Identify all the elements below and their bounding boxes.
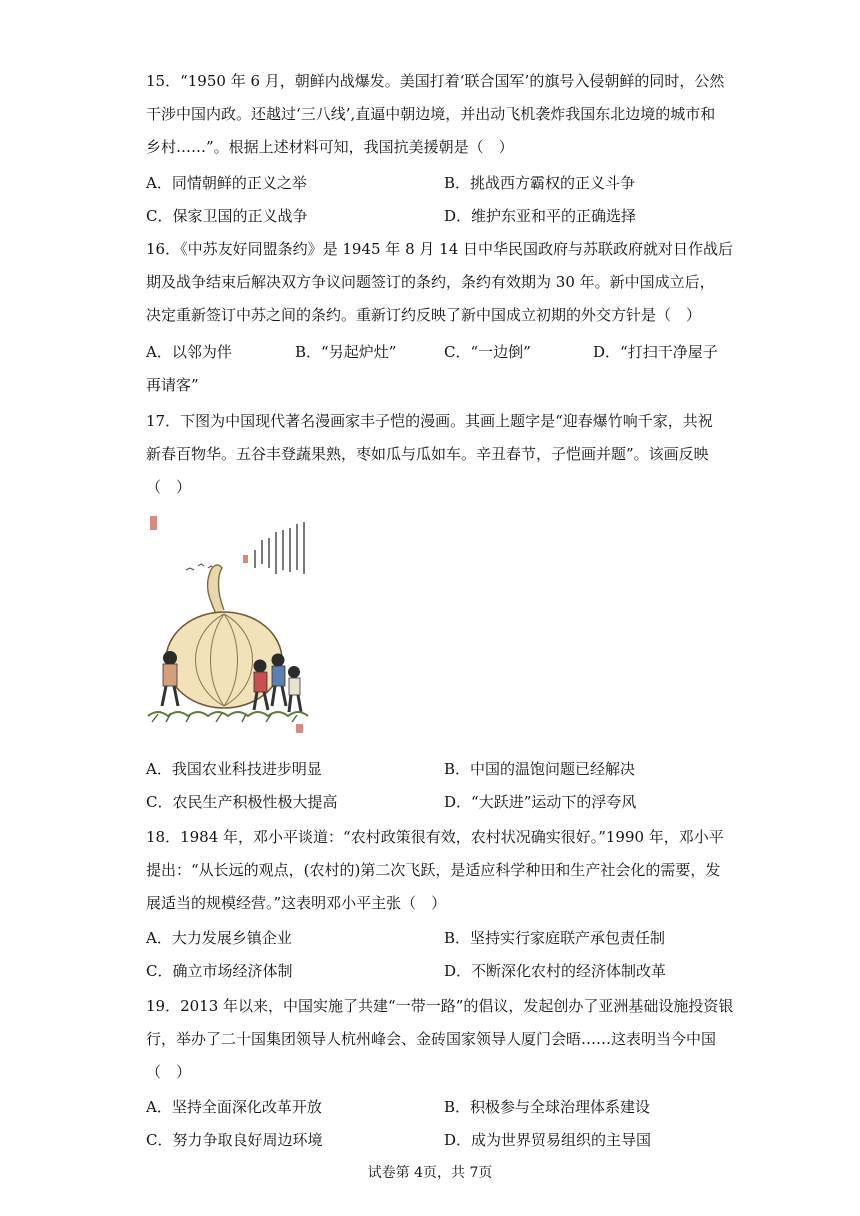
q15-stem-line-3: 乡村……”。根据上述材料可知，我国抗美援朝是（ ） xyxy=(146,138,514,156)
page-footer: 试卷第 4页，共 7页 xyxy=(367,1165,493,1181)
q18-option-d[interactable]: D．不断深化农村的经济体制改革 xyxy=(444,962,667,980)
q17-option-d[interactable]: D．“大跃进”运动下的浮夸风 xyxy=(444,793,637,811)
q16-stem-line-1: 16．《中苏友好同盟条约》是 1945 年 8 月 14 日中华民国政府与苏联政府就对日作战后 xyxy=(146,240,734,258)
q15-stem-line-2: 干涉中国内政。还越过‘三八线’,直逼中朝边境，并出动飞机袭炸我国东北边境的城市和 xyxy=(146,105,716,123)
q19-stem-line-2: 行，举办了二十国集团领导人杭州峰会、金砖国家领导人厦门会晤……这表明当今中国 xyxy=(146,1030,717,1048)
q17-stem-line-3: （ ） xyxy=(146,478,192,496)
q15-option-a[interactable]: A．同情朝鲜的正义之举 xyxy=(146,174,307,192)
q16-option-a[interactable]: A．以邻为伴 xyxy=(146,343,232,361)
q19-stem-line-3: （ ） xyxy=(146,1063,192,1081)
q15-option-b[interactable]: B．挑战西方霸权的正义斗争 xyxy=(444,174,636,192)
q19-option-b[interactable]: B．积极参与全球治理体系建设 xyxy=(444,1098,651,1116)
q17-option-b[interactable]: B．中国的温饱问题已经解决 xyxy=(444,760,636,778)
q19-option-a[interactable]: A．坚持全面深化改革开放 xyxy=(146,1098,322,1116)
q19-option-c[interactable]: C．努力争取良好周边环境 xyxy=(146,1131,323,1149)
q16-option-d[interactable]: D．“打扫干净屋子 xyxy=(593,343,718,361)
q17-stem-line-2: 新春百物华。五谷丰登蔬果熟，枣如瓜与瓜如车。辛丑春节，子恺画并题”。该画反映 xyxy=(146,445,709,463)
q17-stem-line-1: 17．下图为中国现代著名漫画家丰子恺的漫画。其画上题字是“迎春爆竹响千家，共祝 xyxy=(146,412,713,430)
q17-option-c[interactable]: C．农民生产积极性极大提高 xyxy=(146,793,338,811)
q18-stem-line-1: 18．1984 年，邓小平谈道：“农村政策很有效，农村状况确实很好。”1990 年，邓小平 xyxy=(146,828,724,846)
q16-stem-line-2: 期及战争结束后解决双方争议问题签订的条约，条约有效期为 30 年。新中国成立后， xyxy=(146,273,715,291)
q18-option-a[interactable]: A．大力发展乡镇企业 xyxy=(146,929,292,947)
q18-option-b[interactable]: B．坚持实行家庭联产承包责任制 xyxy=(444,929,666,947)
q18-option-c[interactable]: C．确立市场经济体制 xyxy=(146,962,293,980)
q19-option-d[interactable]: D．成为世界贸易组织的主导国 xyxy=(444,1131,652,1149)
seal-stamp-left xyxy=(150,516,157,530)
q16-option-b[interactable]: B．“另起炉灶” xyxy=(295,343,397,361)
feng-zikai-cartoon-illustration xyxy=(146,510,316,740)
q15-option-d[interactable]: D．维护东亚和平的正确选择 xyxy=(444,207,637,225)
q19-stem-line-1: 19．2013 年以来，中国实施了共建“一带一路”的倡议，发起创办了亚洲基础设施投资银 xyxy=(146,997,734,1015)
q16-option-c[interactable]: C．“一边倒” xyxy=(444,343,531,361)
seal-stamp-bottom xyxy=(296,724,303,733)
q16-stem-line-3: 决定重新签订中苏之间的条约。重新订约反映了新中国成立初期的外交方针是（ ） xyxy=(146,306,702,324)
q17-option-a[interactable]: A．我国农业科技进步明显 xyxy=(146,760,322,778)
q15-option-c[interactable]: C．保家卫国的正义战争 xyxy=(146,207,308,225)
q16-option-d-continued: 再请客” xyxy=(146,376,199,394)
calligraphy-inscription xyxy=(255,522,304,574)
q18-stem-line-3: 展适当的规模经营。”这表明邓小平主张（ ） xyxy=(146,894,447,912)
q15-stem-line-1: 15．“1950 年 6 月，朝鲜内战爆发。美国打着‘联合国军’的旗号入侵朝鲜的同时，公然 xyxy=(146,72,725,90)
q18-stem-line-2: 提出：“从长远的观点，(农村的)第二次飞跃，是适应科学种田和生产社会化的需要，发 xyxy=(146,861,721,879)
